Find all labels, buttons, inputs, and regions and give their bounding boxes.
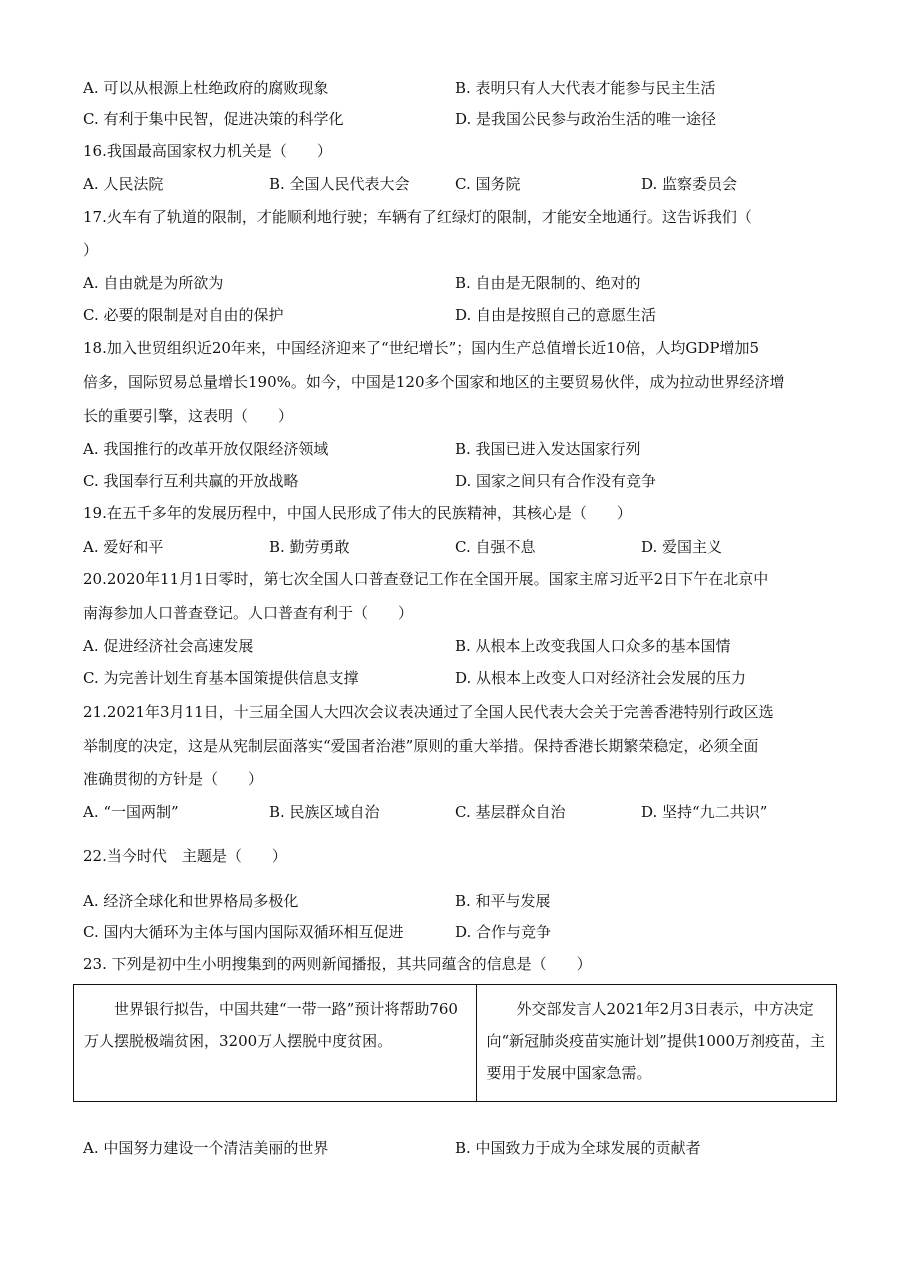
q19-option-b: B. 勤劳勇敢 (269, 538, 350, 556)
q16-stem: 16.我国最高国家权力机关是（ ） (83, 142, 332, 160)
q19-option-a: A. 爱好和平 (83, 538, 164, 556)
q23-option-b: B. 中国致力于成为全球发展的贡献者 (455, 1139, 701, 1157)
q18-stem-line2: 倍多，国际贸易总量增长190%。如今，中国是120多个国家和地区的主要贸易伙伴，成为拉动世界经济增 (83, 373, 785, 391)
q15-option-d: D. 是我国公民参与政治生活的唯一途径 (455, 110, 717, 128)
q20-option-a: A. 促进经济社会高速发展 (83, 637, 254, 655)
q16-option-d: D. 监察委员会 (641, 175, 738, 193)
q18-option-d: D. 国家之间只有合作没有竞争 (455, 472, 657, 490)
q20-option-b: B. 从根本上改变我国人口众多的基本国情 (455, 637, 731, 655)
q21-option-c: C. 基层群众自治 (455, 803, 566, 821)
q17-option-a: A. 自由就是为所欲为 (83, 274, 224, 292)
q19-option-d: D. 爱国主义 (641, 538, 723, 556)
q15-option-b: B. 表明只有人大代表才能参与民主生活 (455, 79, 716, 97)
q17-option-b: B. 自由是无限制的、绝对的 (455, 274, 641, 292)
q22-option-b: B. 和平与发展 (455, 892, 551, 910)
q17-option-d: D. 自由是按照自己的意愿生活 (455, 306, 657, 324)
q19-stem: 19.在五千多年的发展历程中，中国人民形成了伟大的民族精神，其核心是（ ） (83, 504, 632, 522)
q15-option-c: C. 有利于集中民智，促进决策的科学化 (83, 110, 344, 128)
q21-stem-line1: 21.2021年3月11日，十三届全国人大四次会议表决通过了全国人民代表大会关于完善香港特别行政区选 (83, 703, 774, 721)
q20-option-c: C. 为完善计划生育基本国策提供信息支撑 (83, 669, 359, 687)
q17-stem-line2: ） (83, 241, 99, 259)
q20-stem-line1: 20.2020年11月1日零时，第七次全国人口普查登记工作在全国开展。国家主席习近平2日下午在北京中 (83, 570, 769, 588)
q23-news-left: 世界银行拟告，中国共建“一带一路”预计将帮助760万人摆脱极端贫困，3200万人摆脱中度贫困。 (74, 985, 477, 1102)
q23-option-a: A. 中国努力建设一个清洁美丽的世界 (83, 1139, 329, 1157)
q23-news-right: 外交部发言人2021年2月3日表示，中方决定向“新冠肺炎疫苗实施计划”提供1000万剂疫苗，主要用于发展中国家急需。 (476, 985, 837, 1102)
q22-option-a: A. 经济全球化和世界格局多极化 (83, 892, 299, 910)
q21-stem-line2: 举制度的决定，这是从宪制层面落实“爱国者治港”原则的重大举措。保持香港长期繁荣稳定，必须全面 (83, 737, 759, 755)
q16-option-a: A. 人民法院 (83, 175, 164, 193)
q23-stem: 23. 下列是初中生小明搜集到的两则新闻播报，其共同蕴含的信息是（ ） (83, 955, 592, 973)
q17-stem-line1: 17.火车有了轨道的限制，才能顺利地行驶；车辆有了红绿灯的限制，才能安全地通行。这告诉我们（ (83, 208, 752, 226)
q18-stem-line1: 18.加入世贸组织近20年来，中国经济迎来了“世纪增长”；国内生产总值增长近10倍，人均GDP增加5 (83, 339, 760, 357)
q18-option-a: A. 我国推行的改革开放仅限经济领域 (83, 440, 329, 458)
q22-option-c: C. 国内大循环为主体与国内国际双循环相互促进 (83, 923, 404, 941)
q18-option-c: C. 我国奉行互利共赢的开放战略 (83, 472, 299, 490)
q20-stem-line2: 南海参加人口普查登记。人口普查有利于（ ） (83, 604, 414, 622)
q16-option-b: B. 全国人民代表大会 (269, 175, 410, 193)
q16-option-c: C. 国务院 (455, 175, 521, 193)
q20-option-d: D. 从根本上改变人口对经济社会发展的压力 (455, 669, 747, 687)
q18-option-b: B. 我国已进入发达国家行列 (455, 440, 641, 458)
q18-stem-line3: 长的重要引擎，这表明（ ） (83, 407, 294, 425)
q15-option-a: A. 可以从根源上杜绝政府的腐败现象 (83, 79, 329, 97)
q21-option-b: B. 民族区域自治 (269, 803, 380, 821)
q21-option-d: D. 坚持“九二共识” (641, 803, 768, 821)
q17-option-c: C. 必要的限制是对自由的保护 (83, 306, 284, 324)
q19-option-c: C. 自强不息 (455, 538, 536, 556)
q23-news-table (73, 984, 837, 1102)
q21-stem-line3: 准确贯彻的方针是（ ） (83, 770, 264, 788)
q22-stem: 22.当今时代 主题是（ ） (83, 847, 287, 865)
q21-option-a: A. “一国两制” (83, 803, 179, 821)
q22-option-d: D. 合作与竞争 (455, 923, 552, 941)
